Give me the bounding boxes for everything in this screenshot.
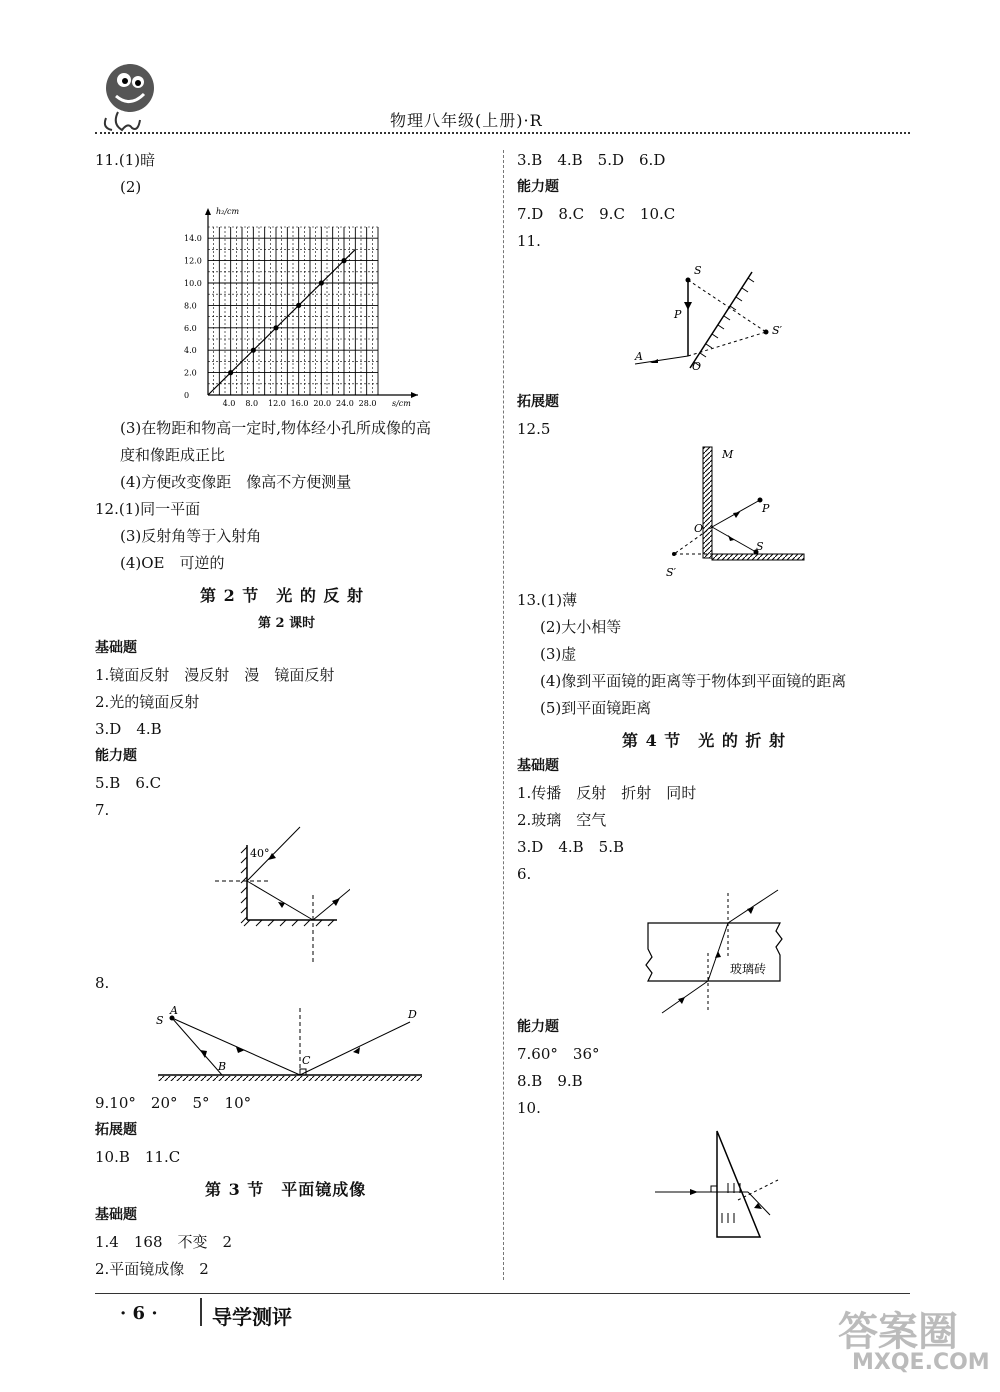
y-tick-label: 8.0 xyxy=(184,301,197,311)
x-tick-label: 24.0 xyxy=(336,399,354,408)
r11: 11. xyxy=(517,232,541,250)
fig11-P: P xyxy=(674,308,682,321)
mascot-logo xyxy=(98,58,160,136)
y-tick-label: 4.0 xyxy=(184,346,197,356)
f7: 7.60° 36° xyxy=(517,1045,600,1063)
header-rule xyxy=(95,132,910,134)
header-title: 物理八年级(上册)·R xyxy=(390,111,543,130)
x-tick-label: 8.0 xyxy=(245,399,259,408)
y-tick-label: 12.0 xyxy=(184,256,202,266)
a5: 5.B 6.C xyxy=(95,774,162,792)
fig11-O: O xyxy=(692,360,702,373)
section2-subtitle: 第 2 课时 xyxy=(258,616,316,631)
x-tick-label: 4.0 xyxy=(222,399,236,408)
y-tick-label: 10.0 xyxy=(184,279,202,288)
fig12-P: P xyxy=(762,502,770,515)
f1: 1.传播 反射 折射 同时 xyxy=(517,784,697,802)
r13-3: (3)虚 xyxy=(540,645,577,663)
footer-brand: 导学测评 xyxy=(212,1305,292,1329)
fig8-S: S xyxy=(156,1014,164,1027)
section3-title: 第 3 节 平面镜成像 xyxy=(205,1180,367,1199)
watermark-url: MXQE.COM xyxy=(852,1350,990,1375)
f2: 2.玻璃 空气 xyxy=(517,811,607,829)
ext-heading: 拓展题 xyxy=(95,1122,137,1138)
r3: 3.B 4.B 5.D 6.D xyxy=(517,151,666,169)
q11-line2: (2) xyxy=(120,178,142,196)
fig8-A: A xyxy=(170,1004,178,1017)
r13-2: (2)大小相等 xyxy=(540,618,622,636)
y-tick-label: 0 xyxy=(184,391,190,400)
section4-title: 第 4 节 光 的 折 射 xyxy=(622,731,786,750)
s2: 2.平面镜成像 2 xyxy=(95,1260,209,1278)
fig8-C: C xyxy=(302,1054,311,1067)
figure-8 xyxy=(150,1000,430,1085)
ability-heading: 能力题 xyxy=(95,748,137,764)
data-point xyxy=(296,303,301,308)
basic-heading: 基础题 xyxy=(95,640,137,656)
q11-4: (4)方便改变像距 像高不方便测量 xyxy=(120,473,352,491)
r-basic-heading: 基础题 xyxy=(517,758,559,774)
q11-3b: 度和像距成正比 xyxy=(120,446,226,464)
x-axis-arrow xyxy=(411,392,418,398)
f3: 3.D 4.B 5.B xyxy=(517,838,625,856)
fig7-angle: 40° xyxy=(250,847,270,860)
q11-3a: (3)在物距和物高一定时,物体经小孔所成像的高 xyxy=(120,419,432,437)
y-tick-label: 14.0 xyxy=(184,234,202,244)
fig11-S2: S′ xyxy=(772,324,783,337)
x-tick-label: 20.0 xyxy=(313,399,332,408)
q12-1: 12.(1)同一平面 xyxy=(95,500,201,518)
y-tick-label: 2.0 xyxy=(184,368,197,378)
r-ability-heading: 能力题 xyxy=(517,179,559,195)
r13-1: 13.(1)薄 xyxy=(517,591,578,609)
x-tick-label: 28.0 xyxy=(358,399,377,408)
e10: 10.B 11.C xyxy=(95,1148,181,1166)
r-ability2-heading: 能力题 xyxy=(517,1019,559,1035)
fig12-M: M xyxy=(722,448,734,461)
footer-divider xyxy=(200,1298,202,1326)
page-number: · 6 · xyxy=(120,1303,158,1324)
fig11-S: S xyxy=(694,264,702,277)
fig12-O: O xyxy=(694,522,704,535)
data-point xyxy=(251,348,256,353)
r12: 12.5 xyxy=(517,420,551,438)
figure-12 xyxy=(660,442,810,582)
r13-4: (4)像到平面镜的距离等于物体到平面镜的距离 xyxy=(540,672,847,690)
y-axis-arrow xyxy=(205,208,211,215)
column-divider xyxy=(503,150,504,1280)
figure-10 xyxy=(650,1125,790,1245)
x-axis-label: s/cm xyxy=(392,399,411,408)
figure-6 xyxy=(640,885,790,1015)
r-ext-heading: 拓展题 xyxy=(517,394,559,410)
s1: 1.4 168 不变 2 xyxy=(95,1233,233,1251)
a9: 9.10° 20° 5° 10° xyxy=(95,1094,252,1112)
data-point xyxy=(341,258,346,263)
f10: 10. xyxy=(517,1099,541,1117)
q12-4: (4)OE 可逆的 xyxy=(120,554,225,572)
r13-5: (5)到平面镜距离 xyxy=(540,699,652,717)
data-point xyxy=(273,325,278,330)
fig12-S2: S′ xyxy=(666,566,677,579)
r7: 7.D 8.C 9.C 10.C xyxy=(517,205,676,223)
b2: 2.光的镜面反射 xyxy=(95,693,200,711)
y-axis-label: h₂/cm xyxy=(216,207,240,216)
b1: 1.镜面反射 漫反射 漫 镜面反射 xyxy=(95,666,335,684)
watermark-logo: 答案圈 xyxy=(838,1309,958,1355)
x-tick-label: 12.0 xyxy=(268,399,286,408)
fig8-B: B xyxy=(218,1060,227,1073)
fig11-A: A xyxy=(635,350,643,363)
fig6-glass-label: 玻璃砖 xyxy=(730,962,767,976)
footer-rule xyxy=(95,1293,910,1294)
fig8-D: D xyxy=(408,1008,417,1021)
figure-11 xyxy=(630,260,800,380)
basic3-heading: 基础题 xyxy=(95,1207,137,1223)
data-point xyxy=(319,280,324,285)
q12-3: (3)反射角等于入射角 xyxy=(120,527,262,545)
y-tick-label: 6.0 xyxy=(184,323,197,333)
f6: 6. xyxy=(517,865,532,883)
a8: 8. xyxy=(95,974,110,992)
graph-figure xyxy=(180,200,420,410)
figure-7 xyxy=(210,825,350,970)
f8: 8.B 9.B xyxy=(517,1072,583,1090)
x-tick-label: 16.0 xyxy=(290,399,309,408)
data-point xyxy=(228,370,233,375)
a7: 7. xyxy=(95,801,110,819)
q11-line1: 11.(1)暗 xyxy=(95,151,156,169)
b3: 3.D 4.B xyxy=(95,720,162,738)
fig12-S: S xyxy=(756,540,764,553)
section2-title: 第 2 节 光 的 反 射 xyxy=(200,586,364,605)
